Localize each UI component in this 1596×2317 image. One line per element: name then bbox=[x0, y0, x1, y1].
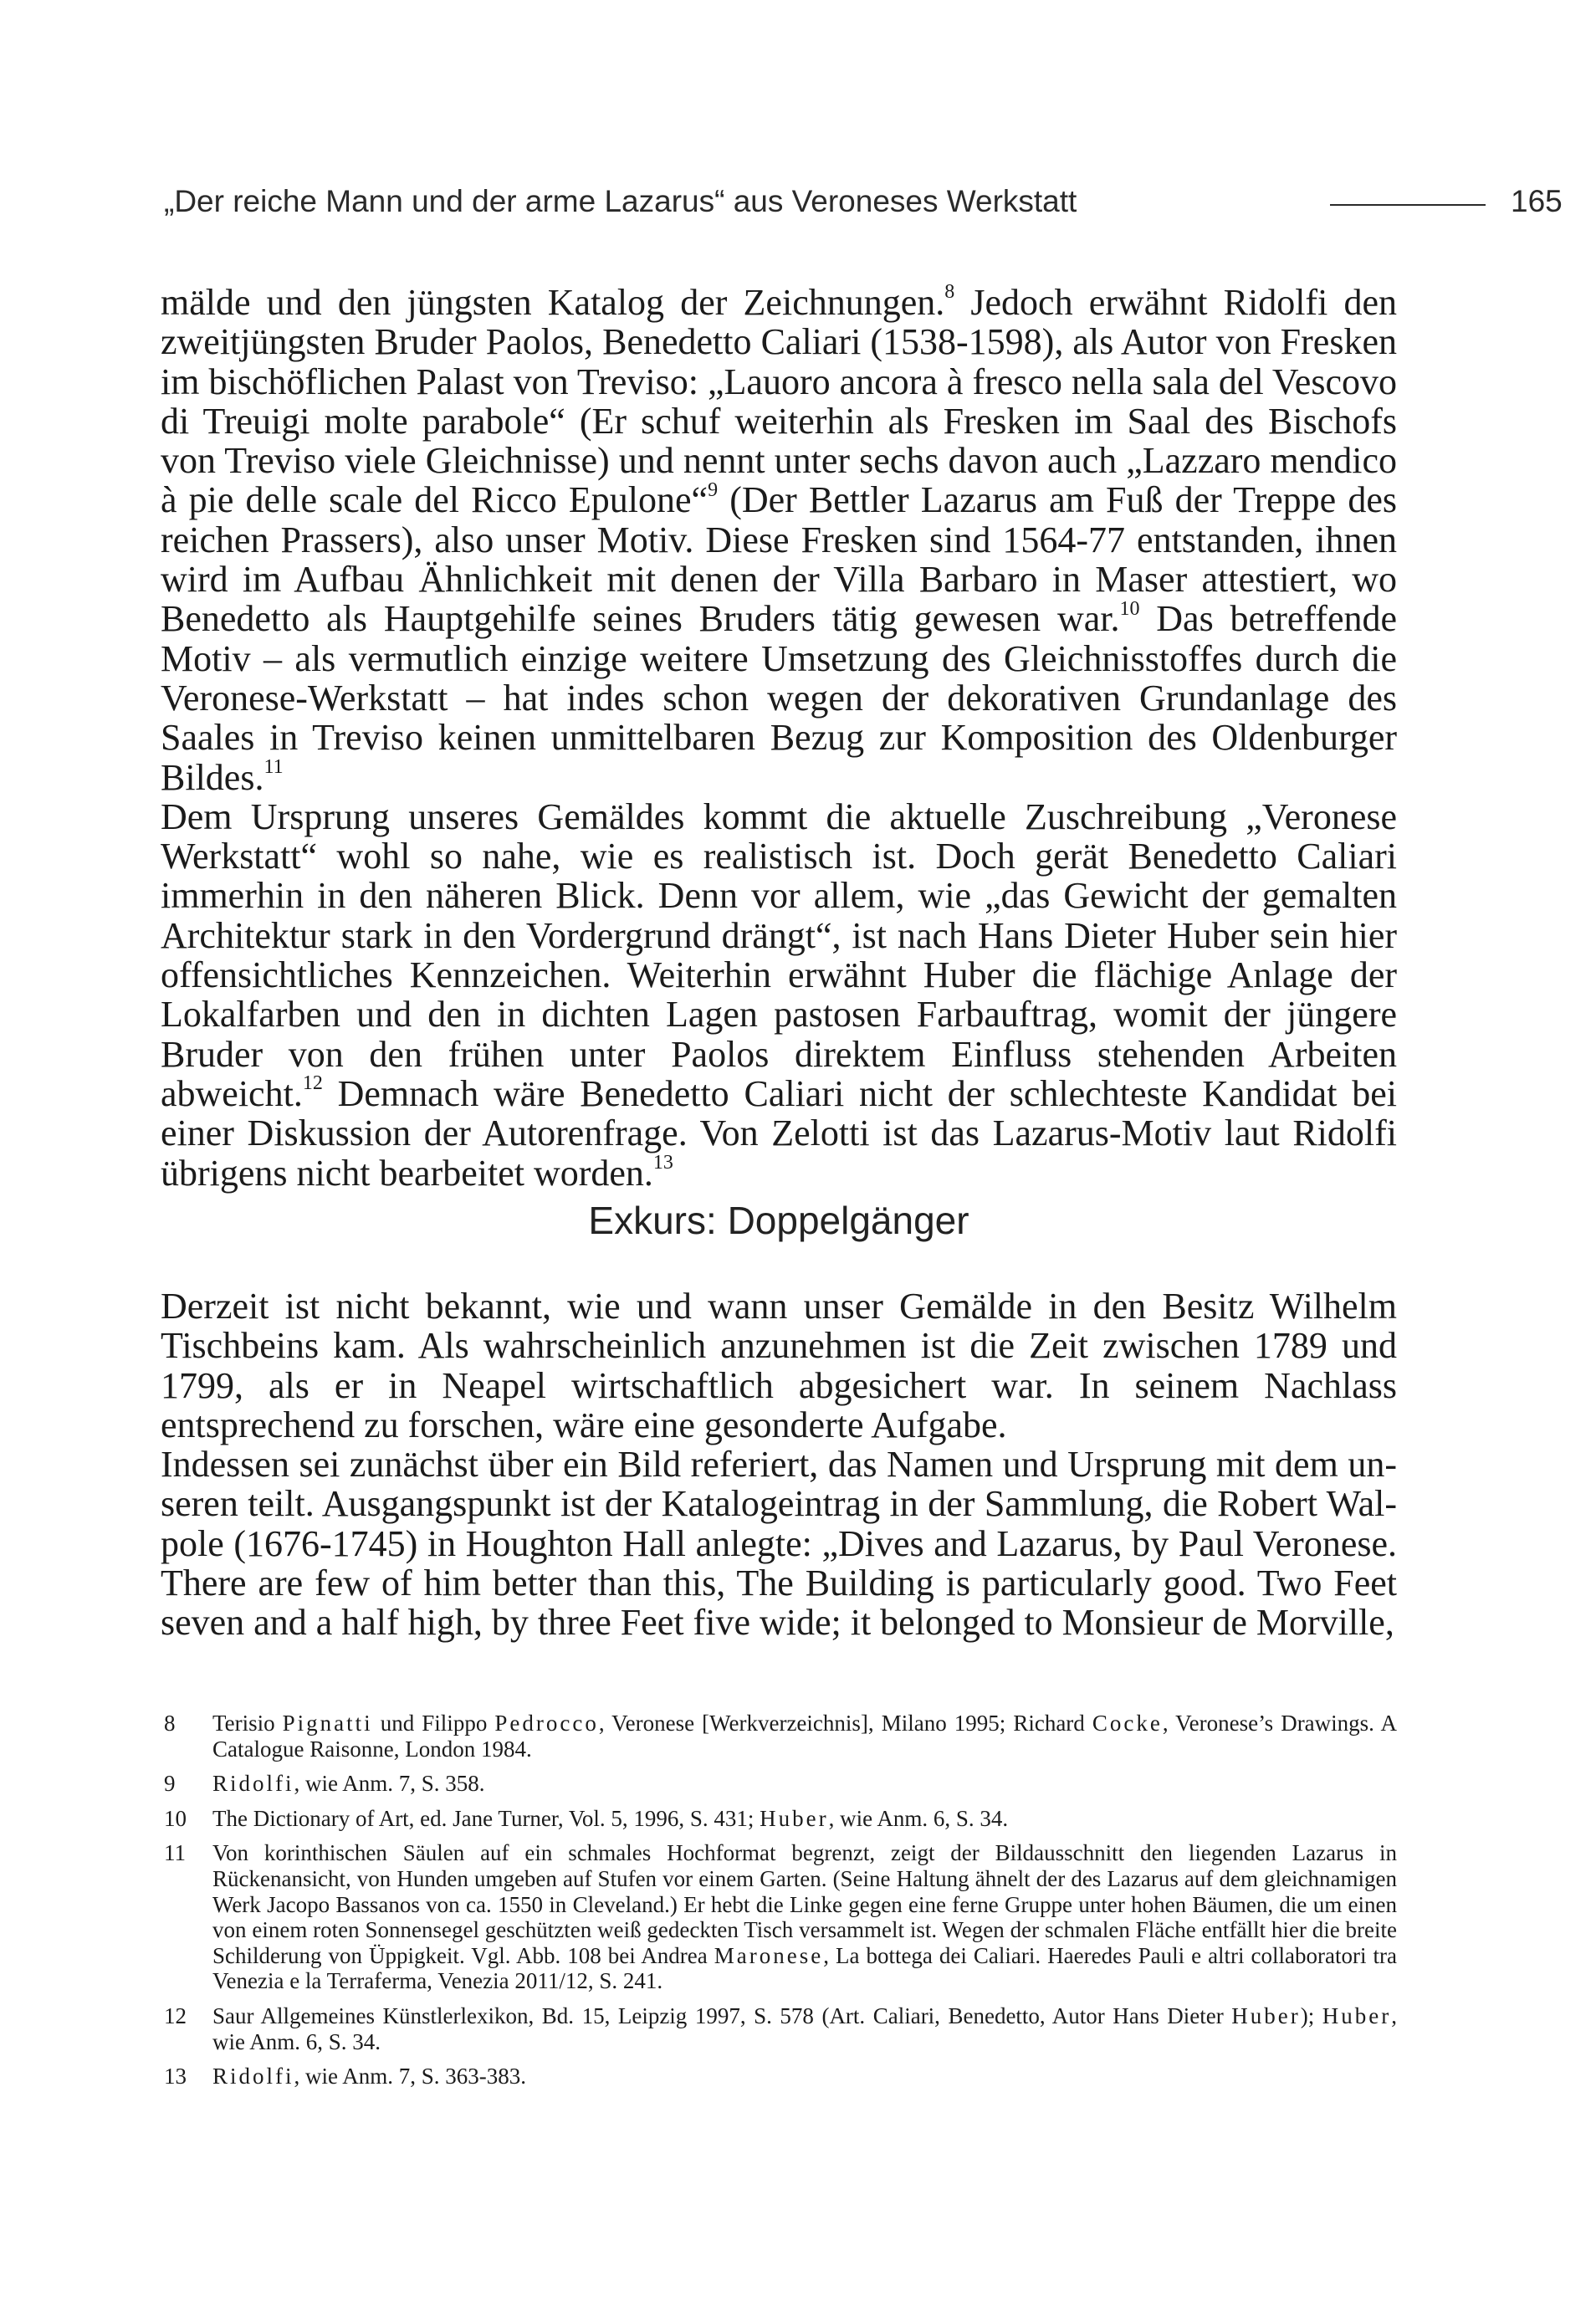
footnote-number: 12 bbox=[164, 2002, 187, 2028]
section-heading: Exkurs: Doppelgänger bbox=[588, 1199, 969, 1242]
footnote-number: 9 bbox=[164, 1771, 176, 1797]
page-number: 165 bbox=[1511, 184, 1563, 218]
text-run: Von korinthischen Säulen auf ein schmales Hochformat begrenzt, zeigt der Bildausschnitt den liegenden Lazarus in Rückenansicht, von Hunden umgeben auf Stufen vor einem Garten. (Seine Haltung ähnelt der des Lazarus auf dem gleichnamigen Werk Jacopo Bassanos von ca. 1550 in Cleveland.) Er hebt die Linke gegen eine ferne Gruppe unter hohen Bäumen, die um einen von einem roten Sonnensegel geschützten weiß gedeckten Tisch versammelt ist. Wegen der schmalen Fläche entfällt hier die breite Schilderung von Üppigkeit. Vgl. Abb. 108 bei Andrea bbox=[212, 1840, 1397, 1968]
text-run: Dem Ursprung unseres Gemäldes kommt die aktuelle Zuschreibung „Veronese Werkstatt“ wohl so nahe, wie es realistisch ist. Doch gerät Benedetto Caliari immerhin in den näheren Blick. Denn vor allem, wie „das Gewicht der gemalten Architektur stark in den Vordergrund drängt“, ist nach Hans Dieter Huber sein hier offensichtliches Kennzeichen. Weiterhin erwähnt Huber die flächige Anlage der Lokalfarben und den in dichten Lagen pastosen Farbauftrag, womit der jüngere Bruder von den frühen unter Paolos direktem Einfluss stehenden Arbeiten abweicht. bbox=[161, 795, 1397, 1114]
footnote-text bbox=[212, 1806, 1008, 1831]
footnote-reference: 8 bbox=[944, 281, 955, 304]
paragraph bbox=[161, 283, 1397, 797]
footnote-reference: 9 bbox=[708, 478, 719, 501]
text-run: , Veronese’s Drawings. A Catalogue Raisonne, London 1984. bbox=[212, 1711, 1397, 1762]
author-name: Ridolfi bbox=[212, 2064, 294, 2089]
footnote-text bbox=[212, 1840, 1397, 1993]
author-name: Huber bbox=[1231, 2002, 1301, 2028]
footnote-text bbox=[212, 2003, 1397, 2054]
footnote-number: 8 bbox=[164, 1711, 176, 1736]
author-name: Huber bbox=[1322, 2002, 1392, 2028]
text-run: , Veronese [Werkverzeichnis], Milano 1995; Richard bbox=[598, 1711, 1092, 1736]
author-name: Cocke bbox=[1092, 1711, 1163, 1736]
footnotes bbox=[164, 1711, 1397, 2099]
text-run: The Dictionary of Art, ed. Jane Turner, Vol. 5, 1996, S. 431; bbox=[212, 1805, 760, 1831]
text-run: Demnach wäre Benedetto Caliari nicht der schlechteste Kandidat bei einer Diskussion der Autorenfrage. Von Zelotti ist das Lazarus-Motiv laut Ridolfi übrigens nicht bearbeitet worden. bbox=[161, 1072, 1397, 1194]
footnote-reference: 11 bbox=[263, 755, 284, 778]
footnote-number: 11 bbox=[164, 1840, 186, 1866]
text-run: , wie Anm. 7, S. 358. bbox=[294, 1771, 485, 1797]
running-head bbox=[164, 177, 1563, 228]
paragraph bbox=[161, 1445, 1397, 1642]
text-run: Das betreffende Motiv – als vermutlich einzige weitere Umsetzung des Gleichnisstoffes durch die Veronese-Werkstatt – hat indes schon wegen der dekorativen Grundanlage des Saales in Treviso keinen unmittelbaren Bezug zur Komposition des Oldenburger Bildes. bbox=[161, 598, 1397, 798]
footnote bbox=[164, 2064, 1397, 2089]
text-run: Derzeit ist nicht bekannt, wie und wann unser Gemälde in den Besitz Wilhelm Tischbeins kam. Als wahrscheinlich anzunehmen ist die Zeit zwischen 1789 und 1799, als er in Neapel wirtschaftlich abgesichert war. In seinem Nachlass entsprechend zu forschen, wäre eine gesonderte Aufgabe. bbox=[161, 1286, 1397, 1445]
author-name: Huber bbox=[760, 1805, 829, 1831]
text-run: Saur Allgemeines Künstlerlexikon, Bd. 15, Leipzig 1997, S. 578 (Art. Caliari, Benedetto, Autor Hans Dieter bbox=[212, 2002, 1232, 2028]
text-run: , wie Anm. 7, S. 363-383. bbox=[294, 2064, 527, 2089]
text-run: , La bottega dei Caliari. Haeredes Pauli e altri collaboratori tra Venezia e la Terraferma, Venezia 2011/12, S. 241. bbox=[212, 1942, 1397, 1994]
running-head-title: „Der reiche Mann und der arme Lazarus“ aus Veroneses Werkstatt bbox=[164, 184, 1077, 218]
body-text-section-2 bbox=[161, 1286, 1397, 1643]
footnote-reference: 10 bbox=[1119, 597, 1140, 620]
author-name: Pedrocco bbox=[494, 1711, 599, 1736]
author-name: Maronese bbox=[714, 1942, 824, 1968]
text-run: mälde und den jüngsten Katalog der Zeichnungen. bbox=[161, 282, 945, 323]
footnote-number: 13 bbox=[164, 2064, 187, 2089]
running-head-rule bbox=[1330, 204, 1486, 206]
footnote-text bbox=[212, 2064, 526, 2089]
body-text-section-1 bbox=[161, 283, 1397, 1193]
footnote-reference: 12 bbox=[302, 1072, 323, 1095]
author-name: Pignatti bbox=[282, 1711, 373, 1736]
footnote-number: 10 bbox=[164, 1805, 187, 1831]
text-run: Indessen sei zunächst über ein Bild referiert, das Namen und Ursprung mit dem unseren teilt. Ausgangspunkt ist der Katalogeintrag in der Sammlung, die Robert Walpole (1676-1745) in Houghton Hall anlegte: „Dives and Lazarus, by Paul Veronese. There are few of him better than this, The Building is particularly good. Two Feet seven and a half high, by three Feet five wide; it belonged to Monsieur de Morville, bbox=[161, 1444, 1397, 1644]
footnote-text bbox=[212, 1711, 1397, 1762]
text-run: , wie Anm. 6, S. 34. bbox=[828, 1805, 1009, 1831]
footnote bbox=[164, 1806, 1397, 1832]
text-run: ); bbox=[1300, 2002, 1322, 2028]
footnote-reference: 13 bbox=[652, 1151, 673, 1174]
footnote-text bbox=[212, 1771, 485, 1796]
paragraph bbox=[161, 1286, 1397, 1445]
author-name: Ridolfi bbox=[212, 1771, 294, 1797]
footnote bbox=[164, 1771, 1397, 1797]
paragraph bbox=[161, 797, 1397, 1193]
text-run: und Filippo bbox=[372, 1711, 495, 1736]
text-run: Terisio bbox=[212, 1711, 283, 1736]
text-run: Jedoch erwähnt Ridolfi den zweitjüngsten Bruder Paolos, Benedetto Caliari (1538-1598), als Autor von Fresken im bischöflichen Palast von Treviso: „Lauoro ancora à fresco nella sala del Vescovo di Treuigi molte parabole“ (Er schuf weiterhin als Fresken im Saal des Bischofs von Treviso viele Gleichnisse) und nennt unter sechs davon auch „Lazzaro mendico à pie delle scale del Ricco Epulone“ bbox=[161, 282, 1397, 521]
footnote bbox=[164, 1840, 1397, 1994]
footnote bbox=[164, 1711, 1397, 1762]
text-run: (Der Bettler Lazarus am Fuß der Treppe des reichen Prassers), also unser Motiv. Diese Fresken sind 1564-77 entstanden, ihnen wird im Aufbau Ähnlichkeit mit denen der Villa Barbaro in Maser attestiert, wo Benedetto als Hauptgehilfe seines Bruders tätig gewesen war. bbox=[161, 479, 1397, 640]
text-run: , wie Anm. 6, S. 34. bbox=[212, 2002, 1397, 2054]
footnote bbox=[164, 2003, 1397, 2054]
